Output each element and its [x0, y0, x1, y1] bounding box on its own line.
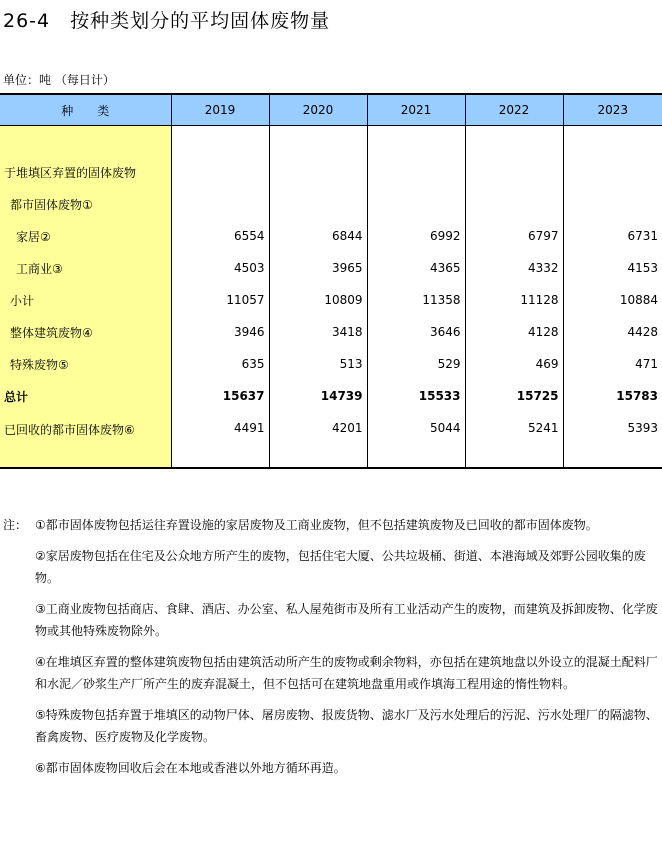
table-row	[0, 220, 662, 252]
cell-value: 3646	[367, 316, 465, 348]
cell-value: 14739	[269, 380, 367, 412]
cell-value	[171, 188, 269, 220]
notes-label: 注：	[3, 518, 28, 532]
cell-value	[563, 188, 662, 220]
cell-value	[465, 188, 563, 220]
note-item: ⑤特殊废物包括弃置于堆填区的动物尸体、屠房废物、报废货物、滤水厂及污水处理后的污泥、污水处理厂的隔滤物、畜禽废物、医疗废物及化学废物。	[35, 708, 658, 744]
row-label: 于堆填区弃置的固体废物	[0, 156, 171, 188]
cell-value: 11057	[171, 284, 269, 316]
cell-value: 3418	[269, 316, 367, 348]
row-label: 都市固体废物①	[0, 188, 171, 220]
header-year: 2022	[465, 94, 563, 126]
row-label: 工商业③	[0, 252, 171, 284]
cell-value: 4332	[465, 252, 563, 284]
cell-value: 4503	[171, 252, 269, 284]
cell-value: 635	[171, 348, 269, 380]
cell-value	[465, 156, 563, 188]
cell-value	[367, 188, 465, 220]
cell-value: 6731	[563, 220, 662, 252]
table-row	[0, 284, 662, 316]
cell-value	[269, 188, 367, 220]
header-year: 2019	[171, 94, 269, 126]
note-item: ③工商业废物包括商店、食肆、酒店、办公室、私人屋苑街市及所有工业活动产生的废物，而建筑及拆卸废物、化学废物或其他特殊废物除外。	[35, 602, 658, 638]
row-label: 小计	[0, 284, 171, 316]
table-row	[0, 348, 662, 380]
cell-value: 3946	[171, 316, 269, 348]
row-label: 家居②	[0, 220, 171, 252]
cell-value: 11358	[367, 284, 465, 316]
cell-value: 471	[563, 348, 662, 380]
cell-value: 10809	[269, 284, 367, 316]
cell-value: 529	[367, 348, 465, 380]
row-label: 特殊废物⑤	[0, 348, 171, 380]
cell-value: 10884	[563, 284, 662, 316]
cell-value: 4153	[563, 252, 662, 284]
spacer-row	[0, 126, 662, 157]
cell-value: 5393	[563, 412, 662, 468]
row-label: 总计	[0, 380, 171, 412]
cell-value: 4128	[465, 316, 563, 348]
page-title: 26-4 按种类划分的平均固体废物量	[3, 10, 331, 32]
cell-value: 469	[465, 348, 563, 380]
header-year: 2020	[269, 94, 367, 126]
cell-value: 15725	[465, 380, 563, 412]
header-category: 种 类	[0, 94, 171, 126]
cell-value: 15533	[367, 380, 465, 412]
row-label: 整体建筑废物④	[0, 316, 171, 348]
note-item: ②家居废物包括在住宅及公众地方所产生的废物，包括住宅大厦、公共垃圾桶、街道、本港海域及郊野公园收集的废物。	[35, 549, 646, 585]
cell-value	[269, 156, 367, 188]
cell-value: 5044	[367, 412, 465, 468]
cell-value: 15783	[563, 380, 662, 412]
cell-value: 3965	[269, 252, 367, 284]
cell-value: 6554	[171, 220, 269, 252]
cell-value: 6797	[465, 220, 563, 252]
cell-value: 4201	[269, 412, 367, 468]
cell-value: 5241	[465, 412, 563, 468]
row-label: 已回收的都市固体废物⑥	[0, 412, 171, 468]
unit-label: 单位：吨 （每日计）	[3, 73, 115, 87]
notes-section	[3, 514, 661, 788]
cell-value: 4491	[171, 412, 269, 468]
table-row	[0, 252, 662, 284]
header-year: 2021	[367, 94, 465, 126]
cell-value: 513	[269, 348, 367, 380]
table-row	[0, 316, 662, 348]
cell-value: 4365	[367, 252, 465, 284]
waste-table	[0, 93, 662, 469]
cell-value: 15637	[171, 380, 269, 412]
note-item: ⑥都市固体废物回收后会在本地或香港以外地方循环再造。	[35, 761, 346, 775]
cell-value: 11128	[465, 284, 563, 316]
table-row	[0, 156, 662, 188]
cell-value	[171, 156, 269, 188]
table-row	[0, 188, 662, 220]
cell-value: 6844	[269, 220, 367, 252]
cell-value: 6992	[367, 220, 465, 252]
note-item: ④在堆填区弃置的整体建筑废物包括由建筑活动所产生的废物或剩余物料，亦包括在建筑地盘以外设立的混凝土配料厂和水泥／砂浆生产厂所产生的废弃混凝土，但不包括可在建筑地盘重用或作填海工程用途的惰性物料。	[35, 655, 658, 691]
total-row	[0, 380, 662, 412]
note-item: ①都市固体废物包括运往弃置设施的家居废物及工商业废物，但不包括建筑废物及已回收的都市固体废物。	[35, 518, 598, 532]
header-row	[0, 94, 662, 126]
cell-value	[367, 156, 465, 188]
cell-value: 4428	[563, 316, 662, 348]
header-year: 2023	[563, 94, 662, 126]
table-row	[0, 412, 662, 468]
cell-value	[563, 156, 662, 188]
